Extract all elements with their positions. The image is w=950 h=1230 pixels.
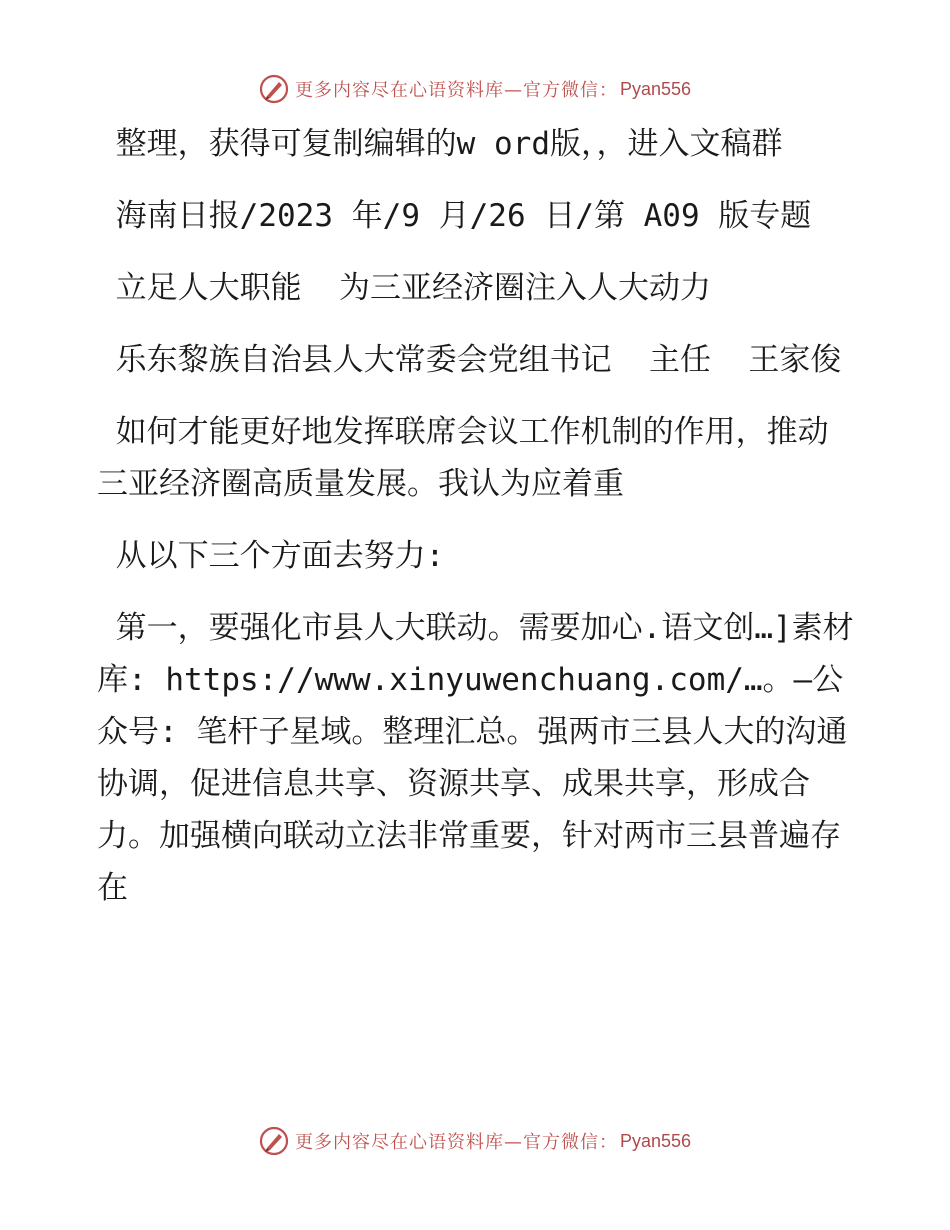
paragraph-directions: 从以下三个方面去努力: [97, 538, 445, 574]
footer-banner-text: 更多内容尽在心语资料库—官方微信： [294, 1132, 618, 1153]
footer-banner [0, 1124, 950, 1158]
header-banner-text: 更多内容尽在心语资料库—官方微信： [294, 80, 618, 101]
paragraph-question: 如何才能更好地发挥联席会议工作机制的作用，推动三亚经济圈高质量发展。我认为应着重 [97, 414, 829, 502]
paragraph-first-point: 第一，要强化市县人大联动。需要加心.语文创…]素材库: https://www.xinyuwenchuang.com/…。—公众号: 笔杆子星域。整理汇总。强两市三县人大的沟通协调，促进信息共享、资源共享、成果共享，形成合力。加强横向联动立法非常重要，针对两市三县普遍存在 [97, 610, 854, 906]
paragraph-source: 海南日报/2023 年/9 月/26 日/第 A09 版专题 [97, 198, 812, 234]
pen-logo-icon [259, 1126, 289, 1156]
pen-logo-icon [259, 74, 289, 104]
paragraph-intro: 整理，获得可复制编辑的w ord版，，进入文稿群 [97, 126, 783, 162]
paragraph-title: 立足人大职能 为三亚经济圈注入人大动力 [97, 270, 711, 306]
header-banner [0, 72, 950, 106]
footer-banner-account: Pyan556 [619, 1130, 692, 1151]
document-body [97, 118, 857, 914]
paragraph-author: 乐东黎族自治县人大常委会党组书记 主任 王家俊 [97, 342, 842, 378]
header-banner-account: Pyan556 [619, 78, 692, 99]
